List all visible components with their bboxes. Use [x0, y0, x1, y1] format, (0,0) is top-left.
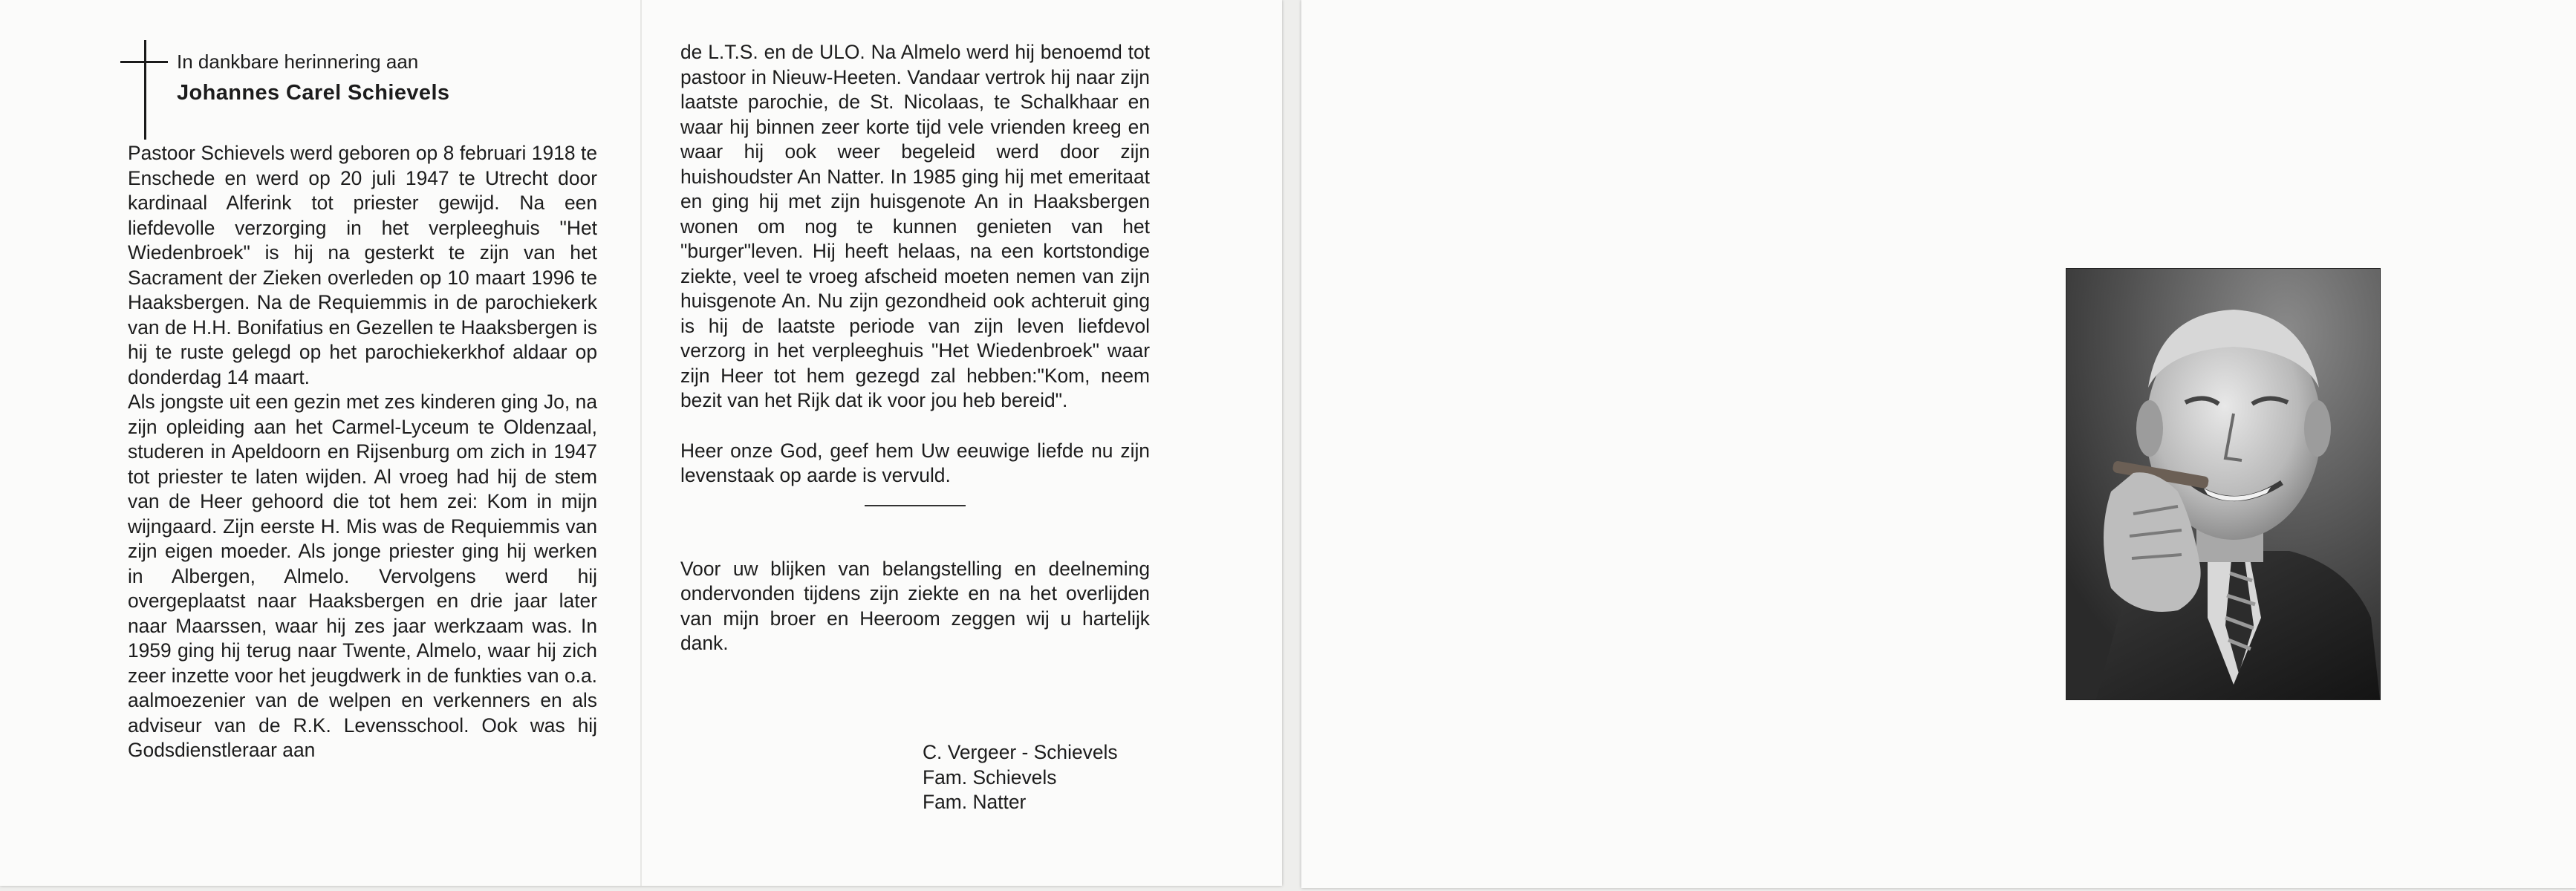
signature-line-2: Fam. Schievels: [923, 766, 1057, 789]
signature-line-1: C. Vergeer - Schievels: [923, 741, 1118, 763]
card-fold: [640, 0, 642, 886]
thanks-text: Voor uw blijken van belangstelling en deelneming ondervonden tijdens zijn ziekte en na het overlijden van mijn broer en Heeroom zeggen wij u hartelijk dank.: [680, 557, 1150, 654]
memorial-card-inner-spread: [0, 0, 1282, 886]
cross-icon-bar: [120, 61, 168, 63]
portrait-photo-icon: [2066, 269, 2380, 699]
portrait-photo-svg: [2066, 269, 2380, 699]
memorial-intro: In dankbare herinnering aan: [177, 50, 419, 73]
biography-paragraph-3: de L.T.S. en de ULO. Na Almelo werd hij benoemd tot pastoor in Nieuw-Heeten. Vandaar vertrok hij naar zijn laatste parochie, de St. Nicolaas, te Schalkhaar en waar hij binnen zeer korte tijd vele vrienden kreeg en waar hij ook weer begeleid werd door zijn huishoudster An Natter. In 1985 ging hij met emeritaat en ging hij met zijn huisgenote An in Haaksbergen wonen om nog te kunnen genieten van het "burger"leven. Hij heeft helaas, na een kortstondige ziekte, veel te vroeg afscheid moeten nemen van zijn huisgenote An. Nu zijn gezondheid ook achteruit ging is hij de laatste periode van zijn leven liefdevol verzorg in het verpleeghuis "Het Wiedenbroek" waar zijn Heer tot hem gezegd zal hebben:"Kom, neem bezit van het Rijk dat ik voor jou heb bereid".: [680, 41, 1150, 411]
memorial-card-back: [1301, 0, 2576, 888]
deceased-name: Johannes Carel Schievels: [177, 81, 450, 105]
prayer-text: Heer onze God, geef hem Uw eeuwige liefde nu zijn levenstaak op aarde is vervuld.: [680, 439, 1150, 486]
signatures: [923, 740, 1118, 815]
cross-icon: [144, 40, 146, 140]
biography-paragraph-1: Pastoor Schievels werd geboren op 8 februari 1918 te Enschede en werd op 20 juli 1947 te Utrecht door kardinaal Alferink tot priester gewijd. Na een liefdevolle verzorging in het verpleeghuis "Het Wiedenbroek" is hij na gesterkt te zijn van het Sacrament der Zieken overleden op 10 maart 1996 te Haaksbergen. Na de Requiemmis in de parochiekerk van de H.H. Bonifatius en Gezellen te Haaksbergen is hij te ruste gelegd op het parochiekerkhof aldaar op donderdag 14 maart.: [128, 142, 597, 388]
biography-column-2: [680, 40, 1150, 656]
biography-paragraph-2: Als jongste uit een gezin met zes kinderen ging Jo, na zijn opleiding aan het Carmel-Lyceum te Oldenzaal, studeren in Apeldoorn en Rijsenburg om zich in 1947 tot priester te laten wijden. Al vroeg had hij de stem van de Heer gehoord die tot hem zei: Kom in mijn wijngaard. Zijn eerste H. Mis was de Requiemmis van zijn eigen moeder. Als jonge priester ging hij werken in Albergen, Almelo. Vervolgens werd hij overgeplaatst naar Haaksbergen en drie jaar later naar Maarssen, waar hij zes jaar werkzaam was. In 1959 ging hij terug naar Twente, Almelo, waar hij zich zeer inzette voor het jeugdwerk in de funkties van o.a. aalmoezenier van de welpen en verkenners en als adviseur van de R.K. Levensschool. Ook was hij Godsdienstleraar aan: [128, 391, 597, 761]
signature-line-3: Fam. Natter: [923, 791, 1027, 813]
biography-column-1: [128, 141, 597, 763]
